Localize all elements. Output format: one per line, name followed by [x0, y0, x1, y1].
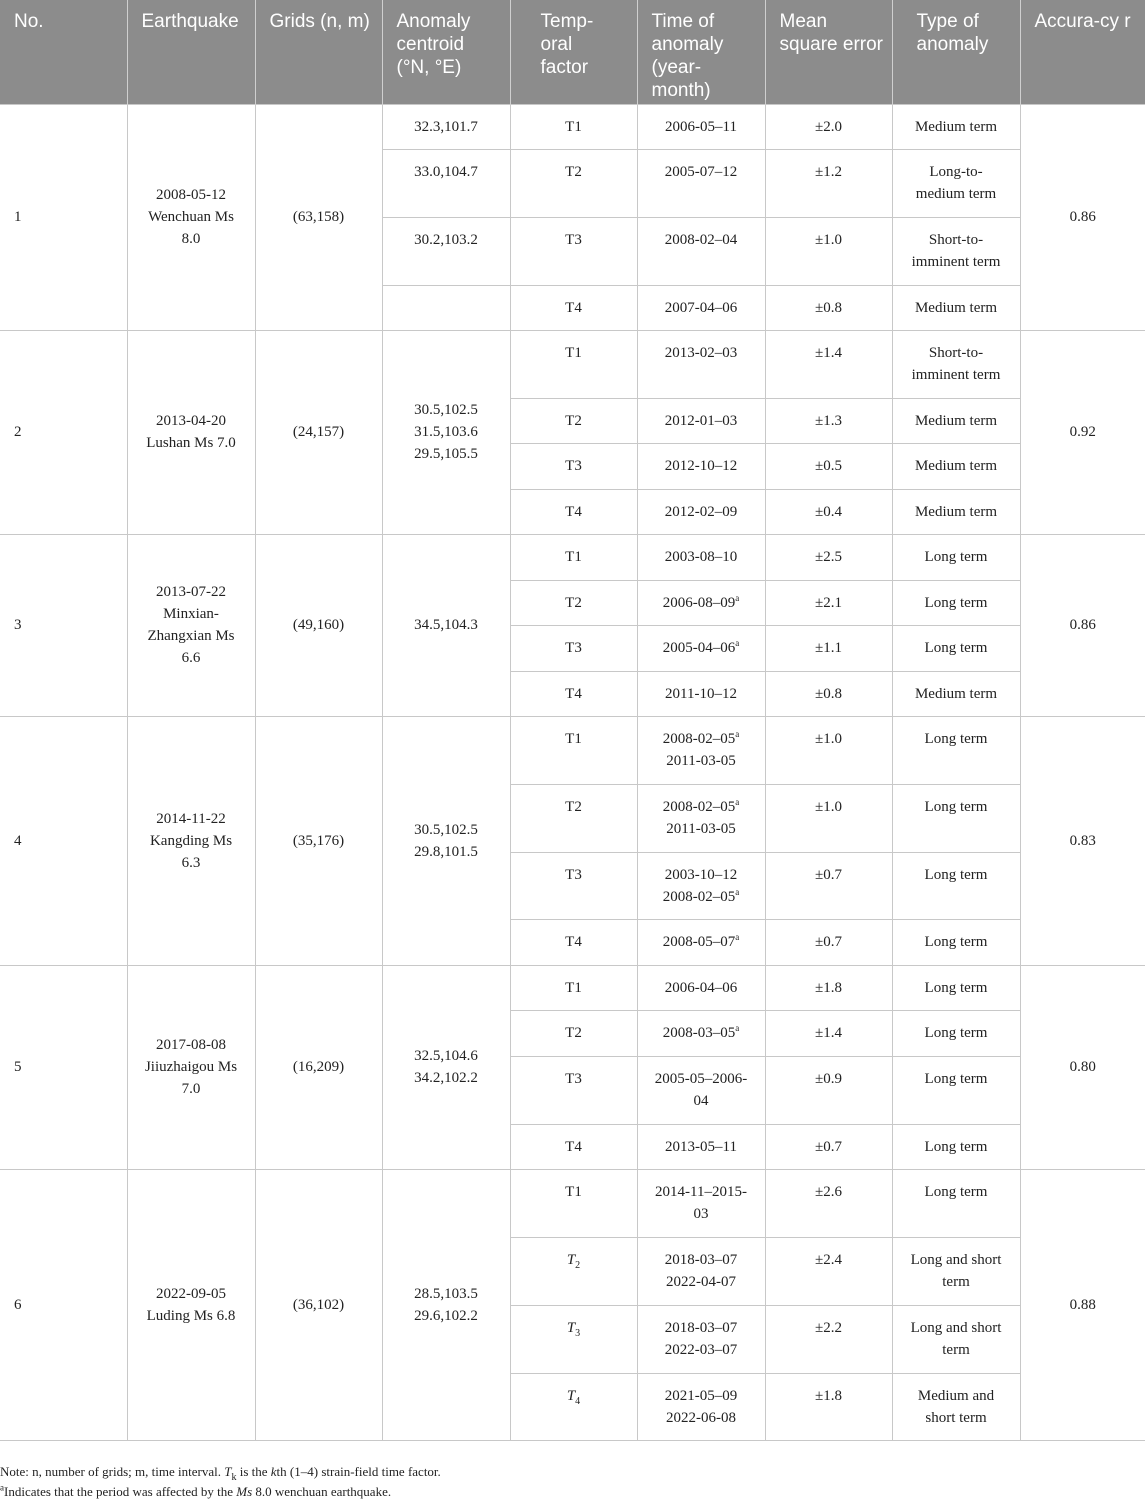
error-cell: ±1.0	[765, 217, 892, 285]
factor-symbol: $T_2$	[566, 1251, 581, 1271]
table-row	[0, 104, 1145, 149]
factor-cell: T3	[510, 443, 637, 489]
error-cell: ±1.0	[765, 784, 892, 852]
col-header-factor: Temp-oral factor	[510, 0, 637, 104]
table-row	[0, 965, 1145, 1010]
table-row	[0, 716, 1145, 784]
error-cell: ±2.1	[765, 580, 892, 625]
type-cell: Medium term	[892, 285, 1020, 330]
type-cell: Long term	[892, 965, 1020, 1010]
col-header-mse: Mean square error	[765, 0, 892, 104]
error-cell: ±1.8	[765, 965, 892, 1010]
group-earthquake: 2008-05-12 Wenchuan Ms 8.0	[127, 104, 255, 330]
group-no: 1	[0, 104, 127, 330]
group-accuracy: 0.88	[1020, 1169, 1145, 1440]
type-cell: Medium term	[892, 489, 1020, 534]
factor-cell: T4	[510, 919, 637, 965]
factor-cell: T1	[510, 965, 637, 1010]
factor-cell: T3	[510, 1056, 637, 1124]
time-cell: 2006-08–09$^a$	[637, 580, 765, 625]
type-cell: Short-to- imminent term	[892, 217, 1020, 285]
type-cell: Medium term	[892, 671, 1020, 716]
factor-symbol: $T_4$	[566, 1387, 581, 1407]
group-earthquake: 2022-09-05 Luding Ms 6.8	[127, 1169, 255, 1440]
footnote-mark: a	[735, 1022, 740, 1033]
factor-index: 3	[575, 1327, 581, 1339]
type-cell: Long term	[892, 716, 1020, 784]
footnote-mark: a	[735, 886, 740, 897]
group-centroid: 28.5,103.5 29.6,102.2	[382, 1169, 510, 1440]
group-no: 5	[0, 965, 127, 1169]
group-grids: (35,176)	[255, 716, 382, 965]
factor-cell: T2	[510, 1010, 637, 1056]
error-cell: ±0.7	[765, 852, 892, 919]
type-cell: Long term	[892, 1010, 1020, 1056]
type-cell: Long term	[892, 1169, 1020, 1237]
error-cell: ±2.6	[765, 1169, 892, 1237]
factor-cell	[510, 1305, 637, 1373]
type-cell: Long term	[892, 919, 1020, 965]
group-grids: (24,157)	[255, 330, 382, 534]
group-accuracy: 0.83	[1020, 716, 1145, 965]
error-cell: ±1.4	[765, 1010, 892, 1056]
type-cell: Long term	[892, 580, 1020, 625]
error-cell: ±2.2	[765, 1305, 892, 1373]
col-header-time: Time of anomaly (year-month)	[637, 0, 765, 104]
col-header-centroid: Anomaly centroid (°N, °E)	[382, 0, 510, 104]
group-accuracy: 0.80	[1020, 965, 1145, 1169]
error-cell: ±2.0	[765, 104, 892, 149]
factor-cell: T1	[510, 104, 637, 149]
col-header-grids: Grids (n, m)	[255, 0, 382, 104]
group-centroid: 30.5,102.5 29.8,101.5	[382, 716, 510, 965]
type-cell: Long term	[892, 784, 1020, 852]
factor-cell: T1	[510, 1169, 637, 1237]
time-cell: 2008-02–05$^a$ 2011-03-05	[637, 716, 765, 784]
factor-symbol: $T_3$	[566, 1319, 581, 1339]
footnote-mark: a	[735, 931, 740, 942]
factor-cell: T2	[510, 784, 637, 852]
time-cell: 2018-03–07 2022-04-07	[637, 1237, 765, 1305]
error-cell: ±0.9	[765, 1056, 892, 1124]
factor-cell: T4	[510, 1124, 637, 1169]
error-cell: ±0.4	[765, 489, 892, 534]
group-accuracy: 0.86	[1020, 534, 1145, 716]
error-cell: ±1.8	[765, 1373, 892, 1440]
col-header-accuracy: Accura-cy r	[1020, 0, 1145, 104]
group-accuracy: 0.92	[1020, 330, 1145, 534]
time-cell: 2005-05–2006- 04	[637, 1056, 765, 1124]
error-cell: ±1.1	[765, 625, 892, 671]
factor-cell: T3	[510, 852, 637, 919]
type-cell: Medium term	[892, 104, 1020, 149]
time-cell: 2003-08–10	[637, 534, 765, 580]
time-cell: 2007-04–06	[637, 285, 765, 330]
centroid-cell: 30.2,103.2	[382, 217, 510, 285]
group-grids: (49,160)	[255, 534, 382, 716]
time-cell: 2021-05–09 2022-06-08	[637, 1373, 765, 1440]
centroid-cell: 33.0,104.7	[382, 149, 510, 217]
time-cell: 2018-03–07 2022-03–07	[637, 1305, 765, 1373]
col-header-type: Type of anomaly	[892, 0, 1020, 104]
table-note: Note: n, number of grids; m, time interval. $T_k$ is the kth (1–4) strain-field time factor.	[0, 1464, 441, 1483]
table-footnote: $^a$Indicates that the period was affected by the Ms 8.0 wenchuan earthquake.	[0, 1482, 392, 1499]
group-grids: (63,158)	[255, 104, 382, 330]
table-row	[0, 534, 1145, 580]
time-cell: 2008-02–05$^a$ 2011-03-05	[637, 784, 765, 852]
time-cell: 2003-10–12 2008-02–05$^a$	[637, 852, 765, 919]
col-header-no: No.	[0, 0, 127, 104]
footnote-mark: a	[735, 637, 740, 648]
factor-cell: T1	[510, 716, 637, 784]
group-accuracy: 0.86	[1020, 104, 1145, 330]
factor-cell: T2	[510, 580, 637, 625]
factor-cell: T2	[510, 398, 637, 443]
factor-cell: T4	[510, 671, 637, 716]
group-earthquake: 2013-04-20 Lushan Ms 7.0	[127, 330, 255, 534]
time-cell: 2014-11–2015- 03	[637, 1169, 765, 1237]
group-earthquake: 2017-08-08 Jiiuzhaigou Ms 7.0	[127, 965, 255, 1169]
time-cell: 2008-03–05$^a$	[637, 1010, 765, 1056]
group-centroid: 30.5,102.5 31.5,103.6 29.5,105.5	[382, 330, 510, 534]
footnote-mark: a	[735, 796, 740, 807]
group-earthquake: 2013-07-22 Minxian- Zhangxian Ms 6.6	[127, 534, 255, 716]
error-cell: ±1.0	[765, 716, 892, 784]
factor-cell: T3	[510, 625, 637, 671]
time-cell: 2006-05–11	[637, 104, 765, 149]
factor-index: 4	[575, 1395, 581, 1407]
time-cell: 2005-04–06$^a$	[637, 625, 765, 671]
time-cell: 2012-01–03	[637, 398, 765, 443]
factor-cell: T2	[510, 149, 637, 217]
factor-cell: T4	[510, 489, 637, 534]
col-header-earthquake: Earthquake	[127, 0, 255, 104]
error-cell: ±1.4	[765, 330, 892, 398]
type-cell: Long and short term	[892, 1237, 1020, 1305]
group-no: 3	[0, 534, 127, 716]
group-no: 6	[0, 1169, 127, 1440]
factor-cell: T1	[510, 534, 637, 580]
type-cell: Long-to- medium term	[892, 149, 1020, 217]
type-cell: Long term	[892, 534, 1020, 580]
time-cell: 2012-02–09	[637, 489, 765, 534]
type-cell: Long term	[892, 1124, 1020, 1169]
time-cell: 2012-10–12	[637, 443, 765, 489]
error-cell: ±0.8	[765, 671, 892, 716]
error-cell: ±1.3	[765, 398, 892, 443]
factor-cell: T4	[510, 285, 637, 330]
centroid-cell	[382, 285, 510, 330]
factor-cell: T1	[510, 330, 637, 398]
time-cell: 2013-02–03	[637, 330, 765, 398]
table-row	[0, 1169, 1145, 1237]
error-cell: ±0.5	[765, 443, 892, 489]
time-cell: 2011-10–12	[637, 671, 765, 716]
time-cell: 2006-04–06	[637, 965, 765, 1010]
factor-cell: T3	[510, 217, 637, 285]
type-cell: Short-to- imminent term	[892, 330, 1020, 398]
group-grids: (16,209)	[255, 965, 382, 1169]
type-cell: Long and short term	[892, 1305, 1020, 1373]
centroid-cell: 32.3,101.7	[382, 104, 510, 149]
footnote-mark: a	[735, 728, 740, 739]
error-cell: ±2.5	[765, 534, 892, 580]
group-no: 4	[0, 716, 127, 965]
factor-cell	[510, 1373, 637, 1440]
group-centroid: 32.5,104.6 34.2,102.2	[382, 965, 510, 1169]
group-grids: (36,102)	[255, 1169, 382, 1440]
footnote-mark: a	[0, 1482, 4, 1493]
error-cell: ±0.7	[765, 919, 892, 965]
group-no: 2	[0, 330, 127, 534]
error-cell: ±2.4	[765, 1237, 892, 1305]
time-cell: 2005-07–12	[637, 149, 765, 217]
type-cell: Long term	[892, 1056, 1020, 1124]
error-cell: ±0.8	[765, 285, 892, 330]
error-cell: ±0.7	[765, 1124, 892, 1169]
type-cell: Medium and short term	[892, 1373, 1020, 1440]
error-cell: ±1.2	[765, 149, 892, 217]
time-cell: 2013-05–11	[637, 1124, 765, 1169]
type-cell: Medium term	[892, 443, 1020, 489]
factor-index: 2	[575, 1259, 581, 1271]
type-cell: Medium term	[892, 398, 1020, 443]
type-cell: Long term	[892, 625, 1020, 671]
footnote-mark: a	[735, 592, 740, 603]
time-cell: 2008-05–07$^a$	[637, 919, 765, 965]
group-centroid: 34.5,104.3	[382, 534, 510, 716]
group-earthquake: 2014-11-22 Kangding Ms 6.3	[127, 716, 255, 965]
header-row	[0, 0, 1145, 104]
factor-cell	[510, 1237, 637, 1305]
type-cell: Long term	[892, 852, 1020, 919]
table-row	[0, 330, 1145, 398]
time-cell: 2008-02–04	[637, 217, 765, 285]
